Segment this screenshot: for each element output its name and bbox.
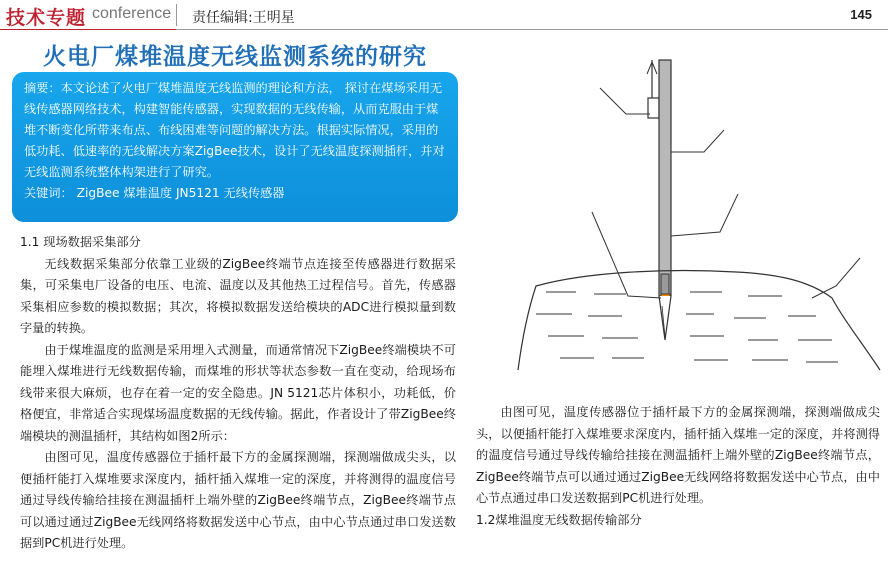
zigbee-module [648, 98, 659, 118]
editor-credit: 责任编辑:王明星 [192, 10, 295, 26]
abstract-box [12, 72, 458, 222]
left-column [20, 232, 456, 555]
header-rule [176, 29, 888, 30]
article-title: 火电厂煤堆温度无线监测系统的研究 [43, 44, 427, 70]
coal-texture [536, 292, 838, 362]
paragraph-1: 无线数据采集部分依靠工业级的ZigBee终端节点连接至传感器进行数据采集，可采集电厂设备的电压、电流、温度以及其他热工过程信号。首先，传感器采集相应参数的模拟数据；其次，将模拟数据发送给模块的ADC进行模拟量到数字量的转换。 [20, 256, 456, 335]
column-section: conference [92, 5, 172, 22]
header-rule-accent [0, 29, 176, 30]
page-header [0, 0, 888, 30]
paragraph-3: 由图可见，温度传感器位于插杆最下方的金属探测端，探测端做成尖头，以便插杆能打入煤堆要求深度内，插杆插入煤堆一定的深度，并将测得的温度信号通过导线传输给挂接在测温插杆上端外壁的ZigBee终端节点，ZigBee终端节点可以通过通过ZigBee无线网络将数据发送中心节点，由中心节点通过串口发送数据到PC机进行处理。 [20, 450, 456, 550]
page-number: 145 [850, 7, 872, 22]
section-heading-1-1: 1.1 现场数据采集部分 [20, 235, 141, 249]
paragraph-4: 由图可见，温度传感器位于插杆最下方的金属探测端，探测端做成尖头，以便插杆能打入煤堆要求深度内，插杆插入煤堆一定的深度，并将测得的温度信号通过导线传输给挂接在测温插杆上端外壁的ZigBee终端节点，ZigBee终端节点可以通过通过ZigBee无线网络将数据发送中心节点，由中心节点通过串口发送数据到PC机进行处理。 [476, 405, 880, 505]
section-heading-1-2: 1.2煤堆温度无线数据传输部分 [476, 512, 642, 527]
header-divider [176, 4, 177, 26]
leader-rod [671, 130, 724, 152]
coal-pile-outline [518, 271, 880, 370]
probe-rod [659, 60, 671, 296]
probe-rod-lower [661, 274, 669, 294]
leader-coal [812, 258, 860, 298]
right-column [476, 402, 880, 531]
column-brand: 技术专题 [6, 7, 87, 29]
paragraph-2: 由于煤堆温度的监测是采用埋入式测量，而通常情况下ZigBee终端模块不可能埋入煤堆进行无线数据传输，而煤堆的形状等状态参数一直在变动，给现场布线带来很大麻烦，也存在着一定的安全隐患。JN 5121芯片体积小，功耗低，价格便宜，非常适合实现煤场温度数据的无线传输。据此，作者设计了带ZigBee终端模块的测温插杆，其结构如图2所示： [20, 342, 456, 443]
leader-sensor [592, 212, 661, 298]
abstract-text: 摘要：本文论述了火电厂煤堆温度无线监测的理论和方法， 探讨在煤场采用无线传感器网络技术，构建智能传感器，实现数据的无线传输，从而克服由于煤堆不断变化所带来布点、布线困难等问题的解决方法。根据实际情况，采用的低功耗、低速率的无线解决方案ZigBee技术，设计了无线温度探测插杆，并对无线监测系统整体构架进行了研究。 [24, 81, 445, 179]
keywords: 关键词： ZigBee 煤堆温度 JN5121 无线传感器 [24, 186, 285, 200]
leader-wire [671, 194, 738, 236]
probe-rod-figure [476, 40, 884, 396]
leader-module [600, 88, 650, 114]
